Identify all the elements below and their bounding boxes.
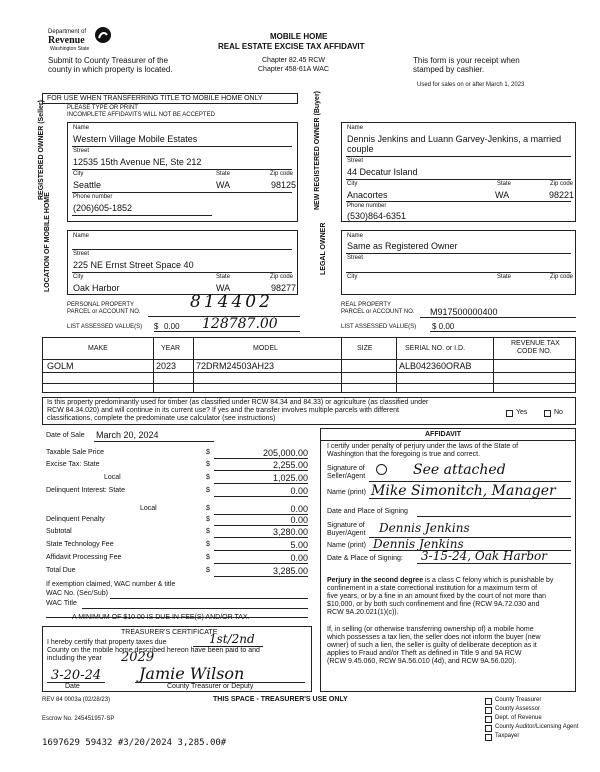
transfer-notice: FOR USE WHEN TRANSFERRING TITLE TO MOBILE HOME ONLY	[47, 95, 263, 102]
tax-row-value: 3,280.00	[272, 527, 308, 537]
buyer-name-line2: couple	[347, 144, 374, 154]
copy-label: County Assessor	[495, 706, 541, 712]
location-side-label: LOCATION OF MOBILE HOME	[44, 192, 51, 292]
buyer-street: 44 Decatur Island	[347, 167, 418, 177]
location-zip: 98277	[271, 283, 297, 293]
treasurer-date-label: Date	[65, 683, 80, 690]
exemption-line1: If exemption claimed, WAC number & title	[46, 581, 176, 588]
timber-q2: RCW 84.34.020) and will continue in its current use? If yes and the transfer involves multiple parcels with different	[47, 407, 399, 414]
pp-label1: PERSONAL PROPERTY	[67, 302, 135, 308]
tax-row-value: 2,255.00	[272, 460, 308, 470]
perjury-line2: confinement in a state correctional institution for a maximum term of	[327, 585, 538, 592]
used-for: Used for sales on or after March 1, 2023	[417, 82, 525, 88]
col-year: YEAR	[161, 345, 181, 352]
buyer-zip-label: Zip code	[550, 181, 574, 187]
seller-sig-label1: Signature of	[327, 465, 365, 472]
seller-state: WA	[216, 180, 231, 190]
timber-no-checkbox[interactable]	[544, 410, 551, 417]
seller-city: Seattle	[73, 180, 102, 190]
receipt-line1: This form is your receipt when	[413, 56, 520, 65]
warning-line4: applies to Fraud and/or Theft as defined in Title 9 and 9A RCW	[327, 650, 522, 657]
col-size: SIZE	[357, 345, 373, 352]
seller-name: Western Village Mobile Estates	[73, 134, 198, 144]
perjury-line5: RCW 9A.20.021(1)(c)).	[327, 609, 399, 616]
legal-name-label: Name	[347, 233, 364, 239]
seller-box	[67, 122, 298, 222]
buyer-signature: Dennis Jenkins	[379, 521, 470, 535]
tax-row-value: 205,000.00	[262, 448, 308, 458]
tax-row-dollar: $	[206, 554, 210, 561]
tax-row-value: 1,025.00	[272, 473, 308, 483]
title-line1: MOBILE HOME	[270, 32, 328, 41]
affidavit-cert1: I certify under penalty of perjury under the laws of the State of	[327, 443, 519, 450]
title-line2: REAL ESTATE EXCISE TAX AFFIDAVIT	[218, 42, 365, 51]
buyer-sig-label1: Signature of	[327, 522, 365, 529]
dept-line2: Revenue	[48, 35, 85, 46]
buyer-state: WA	[495, 190, 510, 200]
seller-city-label: City	[73, 171, 84, 177]
chapter-line2: Chapter 458-61A WAC	[258, 66, 329, 73]
incomplete-notice: INCOMPLETE AFFIDAVITS WILL NOT BE ACCEPTED	[67, 112, 215, 118]
buyer-name-line1: Dennis Jenkins and Luann Garvey-Jenkins, a married	[347, 134, 562, 144]
treasurer-signature: Jamie Wilson	[139, 664, 245, 683]
perjury-line4: $10,000, or by both such confinement and fine (RCW 9A.72.030 and	[327, 601, 540, 608]
affidavit-cert2: Washington that the foregoing is true and correct.	[327, 451, 481, 458]
treasurer-sig-label: County Treasurer or Deputy	[167, 683, 254, 690]
seller-state-label: State	[216, 171, 231, 177]
chapter-line1: Chapter 82.45 RCW	[262, 57, 326, 64]
seller-sig-label2: Seller/Agent	[327, 473, 366, 480]
copy-label: County Auditor/Licensing Agent	[495, 724, 579, 730]
copy-checkbox[interactable]	[485, 734, 492, 741]
tax-row-dollar: $	[206, 474, 210, 481]
seller-street-label: Street	[73, 148, 90, 154]
treasurer-certificate	[42, 626, 312, 692]
col-model: MODEL	[253, 345, 278, 352]
seller-date-place-label: Date and Place of Signing	[327, 508, 408, 515]
dept-line3: Washington State	[50, 46, 90, 52]
vehicle-table	[42, 337, 576, 393]
submit-line2: county in which property is located.	[48, 65, 173, 74]
treasurer-line3: including the year	[47, 655, 102, 662]
rp-label2: PARCEL or ACCOUNT NO.	[341, 309, 415, 315]
tax-row-dollar: $	[206, 528, 210, 535]
location-state: WA	[216, 283, 231, 293]
logo-icon	[94, 26, 112, 44]
col-revtax1: REVENUE TAX	[511, 340, 560, 347]
receipt-line2: stamped by cashier.	[413, 65, 485, 74]
copy-label: Dept. of Revenue	[495, 715, 542, 721]
vehicle-model: 72DRM24503AH23	[196, 361, 275, 371]
buyer-city: Anacortes	[347, 190, 388, 200]
date-of-sale: March 20, 2024	[96, 430, 159, 440]
rp-label1: REAL PROPERTY	[341, 302, 392, 308]
treasurer-line1: I hereby certify that property taxes due	[47, 639, 167, 646]
location-city-label: City	[73, 274, 84, 280]
timber-no-label: No	[554, 409, 563, 416]
legal-owner-name: Same as Registered Owner	[347, 241, 458, 251]
timber-q3: classifications, complete the predominate use calculator (see instructions)	[47, 415, 276, 422]
submit-line1: Submit to County Treasurer of the	[48, 56, 169, 65]
buyer-sig-label2: Buyer/Agent	[327, 530, 366, 537]
affidavit-box	[320, 428, 576, 692]
copy-checkbox[interactable]	[485, 707, 492, 714]
timber-yes-label: Yes	[516, 409, 528, 416]
seller-phone-label: Phone number	[73, 194, 113, 200]
buyer-street-label: Street	[347, 158, 364, 164]
legal-street-label: Street	[347, 255, 364, 261]
seller-zip: 98125	[271, 180, 297, 190]
warning-line3: owner) of such a lien, the seller is guilty of deliberate deception as it	[327, 642, 537, 649]
legal-side-label: LEGAL OWNER	[320, 222, 327, 275]
seller-street: 12535 15th Avenue NE, Ste 212	[73, 157, 202, 167]
tax-row-label: Delinquent Penalty	[46, 516, 105, 523]
warning-line5: (RCW 9.45.060, RCW 9A.56.010 (4d), and RCW 9A.56.020).	[327, 658, 517, 665]
tax-row-label: Local	[140, 505, 157, 512]
treasurer-title: TREASURER'S CERTIFICATE	[121, 629, 218, 636]
seller-agent-circle	[376, 464, 387, 475]
tax-row-value: 3,285.00	[272, 566, 308, 576]
col-serial: SERIAL NO. or I.D.	[405, 345, 466, 352]
vehicle-make: GOLM	[47, 361, 74, 371]
tax-row-dollar: $	[206, 567, 210, 574]
tax-row-dollar: $	[206, 505, 210, 512]
treasurer-line2: County on the mobile home described hereon have been paid to and	[47, 647, 260, 654]
dept-line1: Department of	[48, 29, 87, 35]
tax-row-value: 5.00	[290, 540, 308, 550]
minimum-notice: A MINIMUM OF $10.00 IS DUE IN FEE(S) AND/OR TAX.	[72, 614, 250, 621]
seller-side-label: REGISTERED OWNER (Seller)	[38, 100, 45, 200]
warning-line2: which possesses a tax lien, the seller does not inform the buyer (new	[327, 634, 541, 641]
copy-checkbox[interactable]	[485, 716, 492, 723]
buyer-city-label: City	[347, 181, 358, 187]
tax-row-dollar: $	[206, 516, 210, 523]
escrow-number: Escrow No. 245451957-SP	[42, 716, 115, 722]
rp-account: M917500000400	[430, 307, 498, 317]
copy-label: County Treasurer	[495, 697, 542, 703]
legal-state-label: State	[497, 274, 512, 280]
timber-box	[42, 397, 576, 425]
buyer-box	[341, 122, 576, 222]
rp-list-label: LIST ASSESSED VALUE(S)	[341, 324, 417, 330]
exemption-line2: WAC No. (Sec/Sub)	[46, 590, 108, 597]
seller-name-print-label: Name (print)	[327, 489, 366, 496]
treasurer-half: 1st/2nd	[209, 632, 255, 646]
pp-assessed-prefix: $	[154, 322, 159, 331]
copy-label: Taxpayer	[495, 733, 520, 739]
location-zip-label: Zip code	[270, 274, 294, 280]
date-of-sale-label: Date of Sale	[46, 432, 85, 439]
vehicle-serial: ALB042360ORAB	[399, 361, 472, 371]
legal-owner-box	[341, 230, 576, 295]
transfer-notice-box	[42, 93, 298, 104]
buyer-side-label: NEW REGISTERED OWNER (Buyer)	[314, 90, 321, 210]
col-revtax2: CODE NO.	[517, 348, 552, 355]
seller-name-label: Name	[73, 125, 90, 131]
pp-assessed-handwritten: 128787.00	[202, 316, 278, 332]
treasurer-year: 2029	[121, 650, 155, 665]
col-make: MAKE	[88, 345, 108, 352]
tax-row-label: Local	[104, 474, 121, 481]
perjury-line1: Perjury in the second degree is a class C felony which is punishable by	[327, 577, 554, 584]
buyer-phone-label: Phone number	[347, 203, 387, 209]
pp-label2: PARCEL or ACCOUNT NO.	[67, 309, 141, 315]
buyer-phone: (530)864-6351	[347, 211, 407, 221]
tax-row-label: Delinquent Interest: State	[46, 487, 125, 494]
location-name-label: Name	[73, 233, 90, 239]
legal-city-label: City	[347, 274, 358, 280]
location-street-label: Street	[73, 251, 90, 257]
rp-assessed: $ 0.00	[432, 322, 455, 331]
buyer-name-print: Dennis Jenkins	[373, 537, 464, 551]
tax-row-value: 0.00	[290, 504, 308, 514]
tax-row-label: Subtotal	[46, 528, 72, 535]
seller-phone: (206)605-1852	[73, 203, 133, 213]
tax-row-value: 0.00	[290, 515, 308, 525]
tax-row-label: Affidavit Processing Fee	[46, 554, 122, 561]
buyer-name-label: Name	[347, 125, 364, 131]
seller-signature: See attached	[413, 462, 506, 478]
buyer-name-print-label: Name (print)	[327, 542, 366, 549]
tax-row-value: 0.00	[290, 553, 308, 563]
location-state-label: State	[216, 274, 231, 280]
copy-checkbox[interactable]	[485, 698, 492, 705]
tax-row-dollar: $	[206, 541, 210, 548]
perjury-line3: five years, or by a fine in an amount fixed by the court of not more than	[327, 593, 547, 600]
type-notice: PLEASE TYPE OR PRINT	[67, 105, 138, 111]
tax-row-label: Total Due	[46, 567, 76, 574]
buyer-state-label: State	[497, 181, 512, 187]
tax-row-dollar: $	[206, 449, 210, 456]
tax-row-label: Excise Tax: State	[46, 461, 100, 468]
buyer-date-place-label: Date & Place of Signing:	[327, 555, 403, 562]
location-box	[67, 230, 298, 295]
legal-zip-label: Zip code	[550, 274, 574, 280]
warning-line1: If, in selling (or otherwise transferring ownership of) a mobile home	[327, 626, 534, 633]
buyer-date-place: 3-15-24, Oak Harbor	[421, 549, 547, 563]
exemption-line3: WAC Title	[46, 600, 77, 607]
form-revision: REV 84 0003a (02/28/23)	[42, 697, 111, 703]
pp-account: 814402	[190, 292, 273, 312]
seller-zip-label: Zip code	[270, 171, 294, 177]
tax-row-dollar: $	[206, 487, 210, 494]
tax-row-label: State Technology Fee	[46, 541, 114, 548]
seller-name-print: Mike Simonitch, Manager	[371, 483, 556, 499]
pp-list-label: LIST ASSESSED VALUE(S)	[67, 324, 143, 330]
buyer-zip: 98221	[549, 190, 575, 200]
treasurer-date: 3-20-24	[51, 668, 102, 683]
location-street: 225 NE Ernst Street Space 40	[73, 260, 194, 270]
tax-row-value: 0.00	[290, 486, 308, 496]
cashier-stamp: 1697629 59432 #3/20/2024 3,285.00#	[42, 738, 227, 748]
pp-assessed: 0.00	[164, 322, 180, 331]
affidavit-title: AFFIDAVIT	[425, 431, 462, 438]
treasurer-use-only: THIS SPACE - TREASURER'S USE ONLY	[213, 696, 348, 703]
tax-row-dollar: $	[206, 461, 210, 468]
copy-checkbox[interactable]	[485, 725, 492, 732]
location-city: Oak Harbor	[73, 283, 120, 293]
timber-q1: Is this property predominantly used for timber (as classified under RCW 84.34 and 84.33) or agriculture (as classified under	[47, 399, 429, 406]
vehicle-year: 2023	[156, 361, 177, 371]
tax-row-label: Taxable Sale Price	[46, 449, 104, 456]
timber-yes-checkbox[interactable]	[506, 410, 513, 417]
